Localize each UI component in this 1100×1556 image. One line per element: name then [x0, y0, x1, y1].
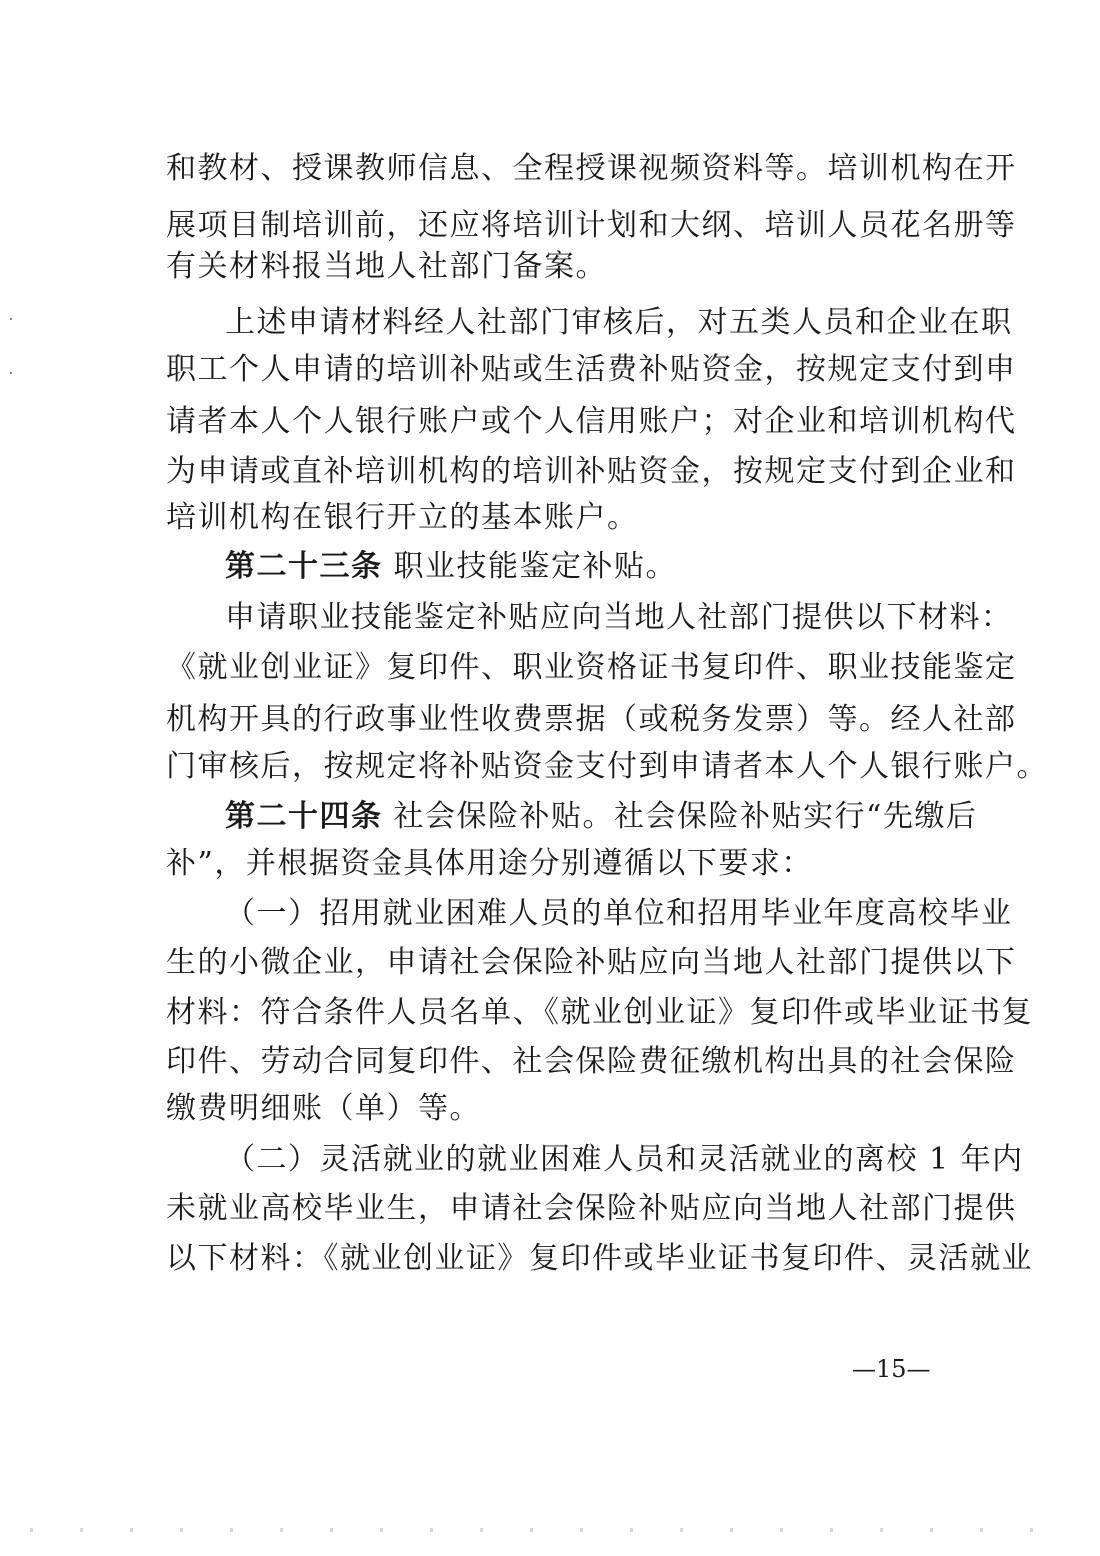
- text-line: 培训机构在银行开立的基本账户。: [166, 500, 639, 535]
- article-24-heading: [225, 797, 978, 837]
- text-line: 门审核后，按规定将补贴资金支付到申请者本人个人银行账户。: [166, 749, 1048, 784]
- text-line: 以下材料：《就业创业证》复印件或毕业证书复印件、灵活就业: [166, 1241, 1033, 1276]
- text-line: 展项目制培训前，还应将培训计划和大纲、培训人员花名册等: [166, 208, 1017, 243]
- article-number: 第二十三条: [225, 549, 383, 584]
- text-line: 职工个人申请的培训补贴或生活费补贴资金，按规定支付到申: [166, 352, 1017, 387]
- text-line: 为申请或直补培训机构的培训补贴资金，按规定支付到企业和: [166, 454, 1017, 489]
- text-line: 上述申请材料经人社部门审核后，对五类人员和企业在职: [225, 305, 1013, 340]
- text-line: 申请职业技能鉴定补贴应向当地人社部门提供以下材料：: [225, 600, 1013, 635]
- scan-mark: [10, 318, 12, 320]
- text-line: 请者本人个人银行账户或个人信用账户；对企业和培训机构代: [166, 404, 1017, 439]
- text-line: 未就业高校毕业生，申请社会保险补贴应向当地人社部门提供: [166, 1191, 1017, 1226]
- article-title: 职业技能鉴定补贴。: [382, 549, 678, 584]
- text-line: 印件、劳动合同复印件、社会保险费征缴机构出具的社会保险: [166, 1044, 1017, 1079]
- article-text: 社会保险补贴。社会保险补贴实行“先缴后: [382, 799, 978, 834]
- text-line: （二）灵活就业的就业困难人员和灵活就业的离校 1 年内: [225, 1142, 1024, 1177]
- text-line: 机构开具的行政事业性收费票据（或税务发票）等。经人社部: [166, 702, 1017, 737]
- text-line: 材料：符合条件人员名单、《就业创业证》复印件或毕业证书复: [166, 995, 1033, 1030]
- text-line: 缴费明细账（单）等。: [166, 1091, 481, 1126]
- scan-noise: [30, 1528, 1070, 1532]
- page-number: —15—: [852, 1355, 931, 1383]
- text-line: 有关材料报当地人社部门备案。: [166, 249, 607, 284]
- text-line: 和教材、授课教师信息、全程授课视频资料等。培训机构在开: [166, 151, 1017, 186]
- scan-mark: [10, 372, 12, 374]
- article-23-heading: [225, 547, 946, 587]
- article-number: 第二十四条: [225, 799, 383, 834]
- text-line: 补”，并根据资金具体用途分别遵循以下要求：: [166, 846, 813, 881]
- text-line: （一）招用就业困难人员的单位和招用毕业年度高校毕业: [225, 896, 1013, 931]
- text-line: 生的小微企业，申请社会保险补贴应向当地人社部门提供以下: [166, 945, 1017, 980]
- text-line: 《就业创业证》复印件、职业资格证书复印件、职业技能鉴定: [166, 650, 1017, 685]
